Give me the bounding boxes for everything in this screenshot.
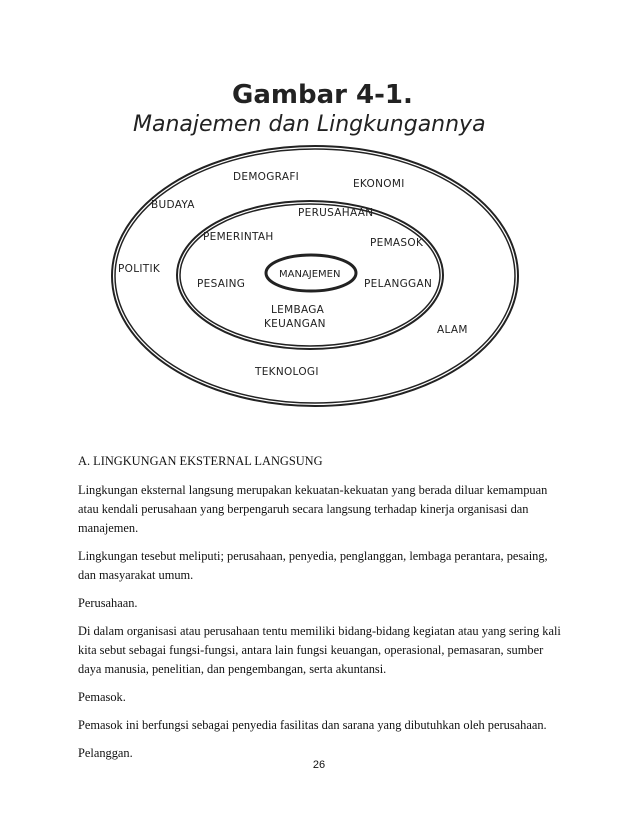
paragraph-scope: Lingkungan tesebut meliputi; perusahaan, penyedia, penglanggan, lembaga perantara, pesaing, dan masyarakat umum. bbox=[78, 549, 548, 582]
body-text bbox=[78, 452, 568, 772]
figure-title: Gambar 4-1. bbox=[232, 80, 413, 110]
subheading-perusahaan: Perusahaan. bbox=[78, 596, 138, 610]
figure-subtitle: Manajemen dan Lingkungannya bbox=[133, 112, 486, 137]
label-demografi: DEMOGRAFI bbox=[233, 171, 300, 183]
paragraph-pemasok: Pemasok ini berfungsi sebagai penyedia fasilitas dan sarana yang dibutuhkan oleh perusahaan. bbox=[78, 718, 547, 732]
paragraph-perusahaan: Di dalam organisasi atau perusahaan tentu memiliki bidang-bidang kegiatan atau yang sering kali kita sebut sebagai fungsi-fungsi, antara lain fungsi keuangan, operasional, pemasaran, sumber daya manusia, penelitian, dan pengembangan, serta akuntansi. bbox=[78, 624, 561, 676]
label-pesaing: PESAING bbox=[197, 278, 246, 290]
page-number: 26 bbox=[312, 759, 326, 771]
label-alam: ALAM bbox=[437, 324, 468, 336]
section-heading: A. LINGKUNGAN EKSTERNAL LANGSUNG bbox=[78, 454, 323, 468]
label-perusahaan: PERUSAHAAN bbox=[298, 207, 374, 219]
label-teknologi: TEKNOLOGI bbox=[255, 366, 319, 378]
label-politik: POLITIK bbox=[118, 263, 161, 275]
label-ekonomi: EKONOMI bbox=[353, 178, 405, 190]
label-lembaga: LEMBAGA bbox=[271, 304, 325, 316]
paragraph-definition: Lingkungan eksternal langsung merupakan kekuatan-kekuatan yang berada diluar kemampuan atau kendali perusahaan yang berpengaruh secara langsung terhadap kinerja organisasi dan manajemen. bbox=[78, 483, 548, 535]
label-budaya: BUDAYA bbox=[151, 199, 195, 211]
subheading-pemasok: Pemasok. bbox=[78, 690, 126, 704]
label-manajemen: MANAJEMEN bbox=[279, 269, 341, 280]
label-keuangan: KEUANGAN bbox=[264, 318, 326, 330]
label-pemerintah: PEMERINTAH bbox=[203, 231, 274, 243]
label-pelanggan: PELANGGAN bbox=[364, 278, 433, 290]
label-pemasok: PEMASOK bbox=[370, 237, 424, 249]
subheading-pelanggan: Pelanggan. bbox=[78, 746, 133, 760]
